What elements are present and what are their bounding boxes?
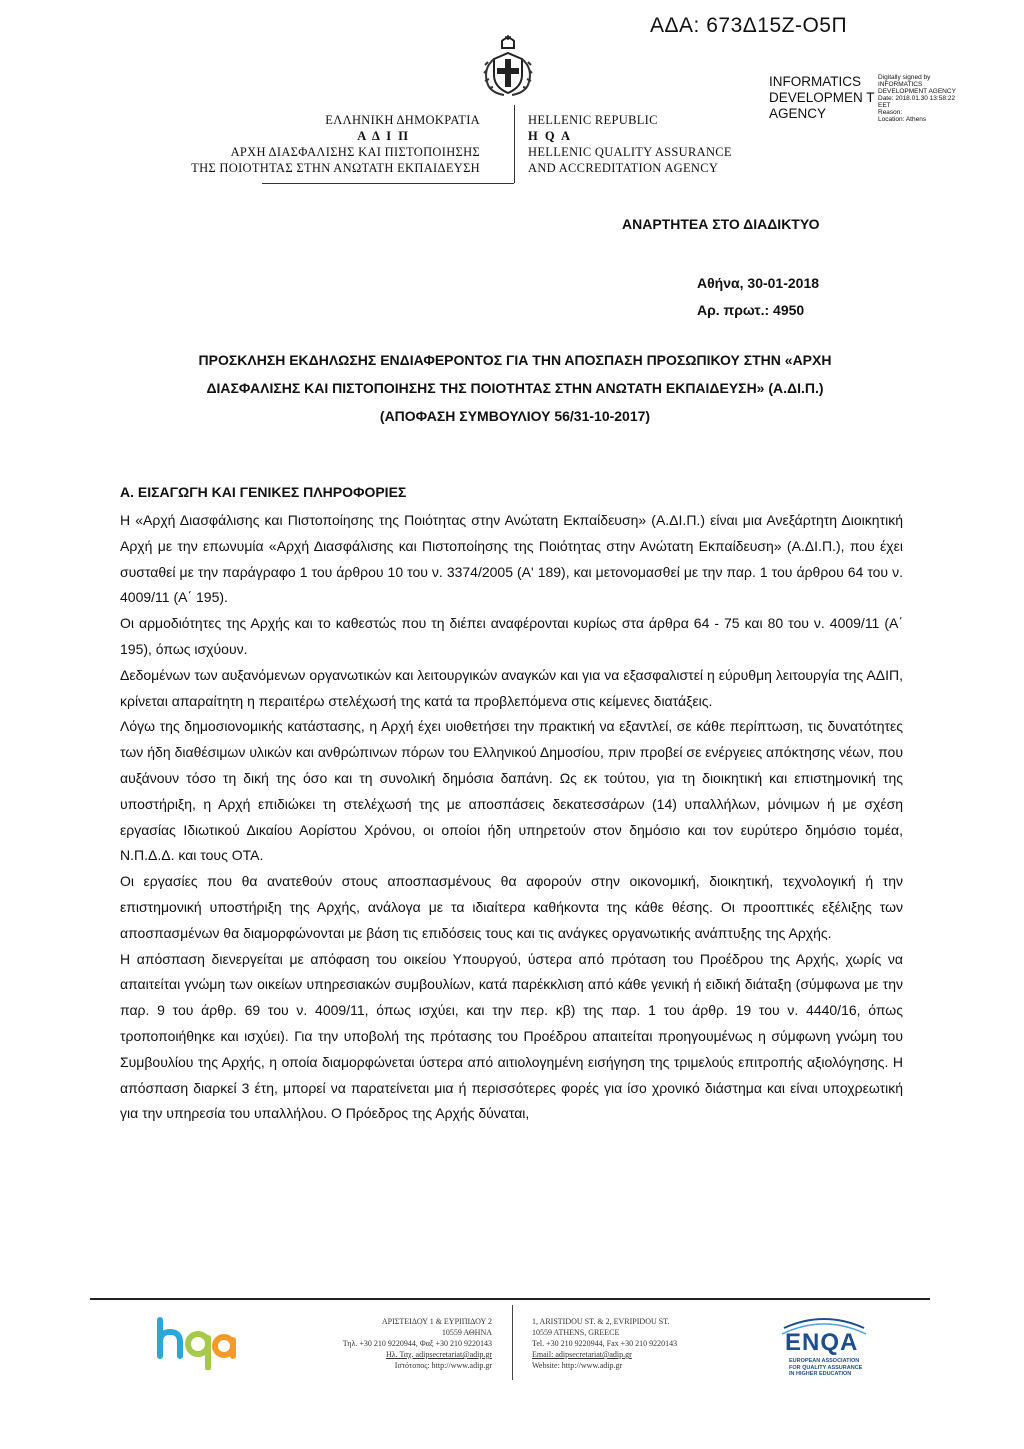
footer-divider bbox=[512, 1305, 513, 1380]
signature-org: INFORMATICS DEVELOPMEN T AGENCY bbox=[769, 74, 875, 121]
ada-code: ΑΔΑ: 673Δ15Ζ-Ο5Π bbox=[650, 14, 848, 37]
date-block bbox=[697, 270, 819, 324]
paragraph: Οι αρμοδιότητες της Αρχής και το καθεστώς που τη διέπει αναφέρονται κυρίως στα άρθρα 64 - 75 και 80 του ν. 4009/11 (Α΄ 195), όπως ισχύουν. bbox=[120, 615, 903, 657]
header-en-line4: AND ACCREDITATION AGENCY bbox=[528, 161, 719, 175]
header-gr-line2: Α Δ Ι Π bbox=[357, 129, 410, 143]
title-line1: ΠΡΟΣΚΛΗΣΗ ΕΚΔΗΛΩΣΗΣ ΕΝΔΙΑΦΕΡΟΝΤΟΣ ΓΙΑ ΤΗΝ ΑΠΟΣΠΑΣΗ ΠΡΟΣΩΠΙΚΟΥ ΣΤΗΝ «ΑΡΧΗ bbox=[198, 352, 832, 368]
paragraph: Δεδομένων των αυξανόμενων οργανωτικών και λειτουργικών αναγκών και για να εξασφαλιστεί η εύρυθμη λειτουργία της ΑΔΙΠ, κρίνεται απαραίτητη η περαιτέρω στελέχωσή της κατά τα προβλεπόμενα στις κείμενες διατάξεις. bbox=[120, 666, 903, 709]
document-date: Αθήνα, 30-01-2018 bbox=[697, 275, 820, 291]
footer-en-website[interactable]: Website: http://www.adip.gr bbox=[532, 1361, 623, 1370]
title-line2: ΔΙΑΣΦΑΛΙΣΗΣ ΚΑΙ ΠΙΣΤΟΠΟΙΗΣΗΣ ΤΗΣ ΠΟΙΟΤΗΤΑΣ ΣΤΗΝ ΑΝΩΤΑΤΗ ΕΚΠΑΙΔΕΥΣΗ» (Α.ΔΙ.Π.) bbox=[206, 380, 824, 396]
header-english bbox=[528, 112, 828, 176]
header-gr-line1: ΕΛΛΗΝΙΚΗ ΔΗΜΟΚΡΑΤΙΑ bbox=[325, 113, 480, 127]
paragraph: Η απόσπαση διενεργείται με απόφαση του οικείου Υπουργού, ύστερα από πρόταση του Προέδρου της Αρχής, χωρίς να απαιτείται γνώμη των οικείων υπηρεσιακών συμβουλίων, κατά παρέκκλιση από κάθε γενική ή ειδική διάταξη (σύμφωνα με την παρ. 9 του άρθρ. 69 του ν. 4009/11, όπως ισχύει, και την περ. κβ) της παρ. 1 του άρθρ. 19 του ν. 4440/16, όπως τροποποιήθηκε και ισχύει). Για την υποβολή της πρότασης του Προέδρου απαιτείται προηγουμένως η σύμφωνη γνώμη του Συμβουλίου της Αρχής, η οποία διαμορφώνεται ύστερα από αιτιολογημένη εισήγηση της τριμελούς επιτροπής αξιολόγησης. Η απόσπαση διαρκεί 3 έτη, μπορεί να παρατείνεται μια ή περισσότερες φορές για ίσο χρονικό διάστημα και είναι υποχρεωτική για την υπηρεσία του υπαλλήλου. Ο Πρόεδρος της Αρχής δύναται, bbox=[120, 950, 903, 1122]
footer-gr-email[interactable]: Ηλ. Ταχ. adipsecretariat@adip.gr bbox=[385, 1350, 492, 1359]
paragraph: Η «Αρχή Διασφάλισης και Πιστοποίησης της Ποιότητας στην Ανώτατη Εκπαίδευση» (Α.ΔΙ.Π.) είναι μια Ανεξάρτητη Διοικητική Αρχή με την επωνυμία «Αρχή Διασφάλισης και Πιστοποίησης της Ποιότητας στην Ανώτατη Εκπαίδευση» (Α.ΔΙ.Π.), που έχει συσταθεί με την παράγραφο 1 του άρθρου 10 του ν. 3374/2005 (Α' 189), και μετονομασθεί με την παρ. 1 του άρθρου 64 του ν. 4009/11 (Α΄ 195). bbox=[120, 512, 903, 606]
enqa-subtitle: EUROPEAN ASSOCIATION FOR QUALITY ASSURANCE IN HIGHER EDUCATION bbox=[789, 1358, 863, 1377]
signature-details: Digitally signed by INFORMATICS DEVELOPMENT AGENCY Date: 2018.01.30 13:58:22 EET Reason: Location: Athens bbox=[878, 74, 956, 123]
header-underline bbox=[262, 183, 514, 184]
header-divider bbox=[514, 105, 515, 183]
header-en-line1: HELLENIC REPUBLIC bbox=[528, 113, 658, 127]
hqa-logo bbox=[156, 1316, 238, 1370]
header-en-line2: H Q A bbox=[528, 129, 573, 143]
protocol-number: Αρ. πρωτ.: 4950 bbox=[697, 302, 805, 318]
footer-address-english: 1, ARISTIDOU ST. & 2, EVRIPIDOU ST. 10559 ATHENS, GREECE Tel. +30 210 9220944, Fax +30 210 9220143 Email: adipsecretariat@adip.gr Website: http://www.adip.gr bbox=[532, 1316, 752, 1371]
title-line3: (ΑΠΟΦΑΣΗ ΣΥΜΒΟΥΛΙΟΥ 56/31-10-2017) bbox=[379, 408, 651, 424]
greek-emblem-icon bbox=[478, 35, 538, 99]
document-title bbox=[120, 346, 910, 430]
footer-rule bbox=[90, 1298, 930, 1300]
footer-gr-website[interactable]: Ιστότοπος: http://www.adip.gr bbox=[394, 1361, 492, 1370]
enqa-wordmark: ENQA bbox=[785, 1329, 859, 1356]
footer-en-email[interactable]: Email: adipsecretariat@adip.gr bbox=[532, 1350, 632, 1359]
posting-notice: ΑΝΑΡΤΗΤΕΑ ΣΤΟ ΔΙΑΔΙΚΤΥΟ bbox=[622, 216, 820, 232]
header-gr-line4: ΤΗΣ ΠΟΙΟΤΗΤΑΣ ΣΤΗΝ ΑΝΩΤΑΤΗ ΕΚΠΑΙΔΕΥΣΗ bbox=[191, 161, 480, 175]
paragraph: Οι εργασίες που θα ανατεθούν στους αποσπασμένους θα αφορούν στην οικονομική, διοικητική, τεχνολογική ή την επιστημονική υποστήριξη της Αρχής, ανάλογα με τα ιδιαίτερα καθήκοντα της κάθε θέσης. Οι προοπτικές εξέλιξης των αποσπασμένων θα διαμορφώνονται με βάση τις επιδόσεις τους και τις ανάγκες οργανωτικής ανάπτυξης της Αρχής. bbox=[120, 873, 903, 941]
body-text bbox=[120, 508, 903, 1127]
header-greek bbox=[150, 112, 480, 176]
footer-address-greek: ΑΡΙΣΤΕΙΔΟΥ 1 & ΕΥΡΙΠΙΔΟΥ 2 10559 ΑΘΗΝΑ Τηλ. +30 210 9220944, Φαξ +30 210 9220143 Ηλ. Ταχ. adipsecretariat@adip.gr Ιστότοπος: http://www.adip.gr bbox=[300, 1316, 492, 1371]
header-gr-line3: ΑΡΧΗ ΔΙΑΣΦΑΛΙΣΗΣ ΚΑΙ ΠΙΣΤΟΠΟΙΗΣΗΣ bbox=[230, 145, 480, 159]
paragraph: Λόγω της δημοσιονομικής κατάστασης, η Αρχή έχει υιοθετήσει την πρακτική να εξαντλεί, σε κάθε περίπτωση, τις δυνατότητες των ήδη διαθέσιμων υλικών και ανθρώπινων πόρων του Ελληνικού Δημοσίου, πριν προβεί σε ενέργειες απόκτησης νέων, που αυξάνουν τόσο τη δική της όσο και τη συνολική δημόσια δαπάνη. Ως εκ τούτου, για τη διοικητική και επιστημονική της υποστήριξη, η Αρχή επιδιώκει τη στελέχωσή της με αποσπάσεις δεκατεσσάρων (14) υπαλλήλων, μόνιμων ή με σχέση εργασίας Ιδιωτικού Δικαίου Αορίστου Χρόνου, οι οποίοι ήδη υπηρετούν στον δημόσιο και τον ευρύτερο δημόσιο τομέα, Ν.Π.Δ.Δ. και τους ΟΤΑ. bbox=[120, 718, 903, 864]
header-en-line3: HELLENIC QUALITY ASSURANCE bbox=[528, 145, 732, 159]
section-heading: Α. ΕΙΣΑΓΩΓΗ ΚΑΙ ΓΕΝΙΚΕΣ ΠΛΗΡΟΦΟΡΙΕΣ bbox=[120, 484, 407, 500]
